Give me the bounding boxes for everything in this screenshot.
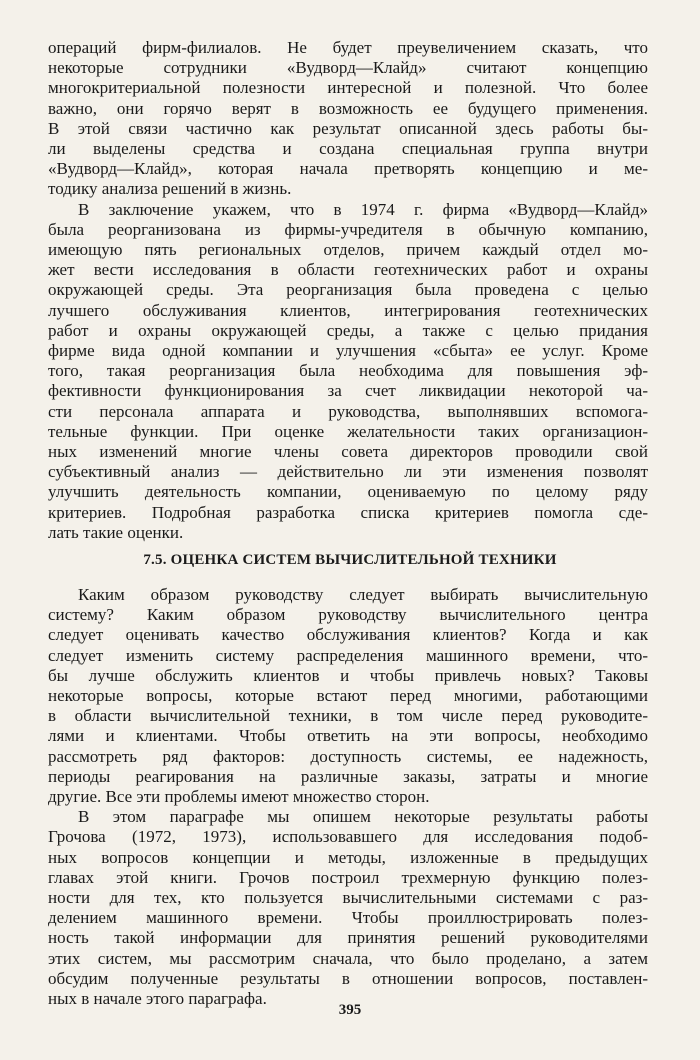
text-line: жет вести исследования в области геотехнических работ и охраны <box>48 260 648 280</box>
top-text-block <box>48 38 648 543</box>
text-line: ных изменений многие члены совета директоров проводили свой <box>48 442 648 462</box>
text-line: следует изменить систему распределения машинного времени, что- <box>48 645 648 665</box>
text-line: улучшить деятельность компании, оцениваемую по целому ряду <box>48 482 648 502</box>
text-line: окружающей среды. Эта реорганизация была проведена с целью <box>48 280 648 300</box>
text-line: лать такие оценки. <box>48 522 184 542</box>
text-line: фирме вида одной компании и улучшения «сбыта» ее услуг. Кроме <box>48 341 648 361</box>
text-line: многокритериальной полезности интересной и полезной. Что более <box>48 78 648 98</box>
text-line: ность такой информации для принятия решений руководителями <box>48 928 648 948</box>
text-line: того, такая реорганизация была необходима для повышения эф- <box>48 361 648 381</box>
text-line: В заключение укажем, что в 1974 г. фирма «Вудворд—Клайд» <box>78 199 648 219</box>
paragraph-grochov <box>48 807 648 1009</box>
text-line: важно, они горячо верят в возможность ее будущего применения. <box>48 98 648 118</box>
text-line: имеющую пять региональных отделов, причем каждый отдел мо- <box>48 240 648 260</box>
text-line: делением машинного времени. Чтобы проиллюстрировать полез- <box>48 908 648 928</box>
text-line: этих систем, мы рассмотрим сначала, что было проделано, а затем <box>48 948 648 968</box>
text-line: была реорганизована из фирмы-учредителя в обычную компанию, <box>48 219 648 239</box>
text-line: некоторые сотрудники «Вудворд—Клайд» считают концепцию <box>48 58 648 78</box>
text-line: лями и клиентами. Чтобы ответить на эти вопросы, необходимо <box>48 726 648 746</box>
text-line: В этой связи частично как результат описанной здесь работы бы- <box>48 118 648 138</box>
text-line: периоды реагирования на различные заказы, затраты и многие <box>48 766 648 786</box>
text-line: субъективный анализ — действительно ли эти изменения позволят <box>48 462 648 482</box>
text-line: операций фирм-филиалов. Не будет преувеличением сказать, что <box>48 38 648 57</box>
text-line: ных вопросов концепции и методы, изложенные в предыдущих <box>48 847 648 867</box>
paragraph-continued <box>48 38 648 200</box>
text-line: бы лучше обслужить клиентов и чтобы привлечь новых? Таковы <box>48 665 648 685</box>
text-line: Грочова (1972, 1973), использовавшего для исследования подоб- <box>48 827 648 847</box>
text-line: Каким образом руководству следует выбирать вычислительную <box>78 585 648 604</box>
text-line: систему? Каким образом руководству вычислительного центра <box>48 605 648 625</box>
text-line: ных в начале этого параграфа. <box>48 989 267 1009</box>
text-line: фективности функционирования за счет ликвидации некоторой ча- <box>48 381 648 401</box>
text-line: В этом параграфе мы опишем некоторые результаты работы <box>78 807 648 827</box>
section-heading: 7.5. ОЦЕНКА СИСТЕМ ВЫЧИСЛИТЕЛЬНОЙ ТЕХНИКИ <box>143 552 557 568</box>
text-line: некоторые вопросы, которые встают перед многими, работающими <box>48 686 648 706</box>
text-line: в области вычислительной техники, в том числе перед руководите- <box>48 706 648 726</box>
text-line: ли выделены средства и создана специальная группа внутри <box>48 139 648 159</box>
text-line: «Вудворд—Клайд», которая начала претворять концепцию и ме- <box>48 159 648 179</box>
text-line: тодику анализа решений в жизнь. <box>48 179 292 199</box>
bottom-text-block <box>48 585 648 1009</box>
paragraph-questions <box>48 585 648 807</box>
text-line: тельные функции. При оценке желательности таких организацион- <box>48 421 648 441</box>
text-line: следует оценивать качество обслуживания клиентов? Когда и как <box>48 625 648 645</box>
text-line: лучшего обслуживания клиентов, интегрирования геотехнических <box>48 300 648 320</box>
text-line: обсудим полученные результаты в отношении вопросов, поставлен- <box>48 968 648 988</box>
text-line: работ и охраны окружающей среды, а также с целью придания <box>48 320 648 340</box>
text-line: критериев. Подробная разработка списка критериев помогла сде- <box>48 502 648 522</box>
page-number: 395 <box>338 1002 362 1018</box>
text-line: ности для тех, кто пользуется вычислительными системами с раз- <box>48 888 648 908</box>
text-line: другие. Все эти проблемы имеют множество сторон. <box>48 787 430 807</box>
text-line: главах этой книги. Грочов построил трехмерную функцию полез- <box>48 867 648 887</box>
paragraph-conclusion <box>48 200 648 543</box>
text-line: рассмотреть ряд факторов: доступность системы, ее надежность, <box>48 746 648 766</box>
text-line: сти персонала аппарата и руководства, выполнявших вспомога- <box>48 401 648 421</box>
